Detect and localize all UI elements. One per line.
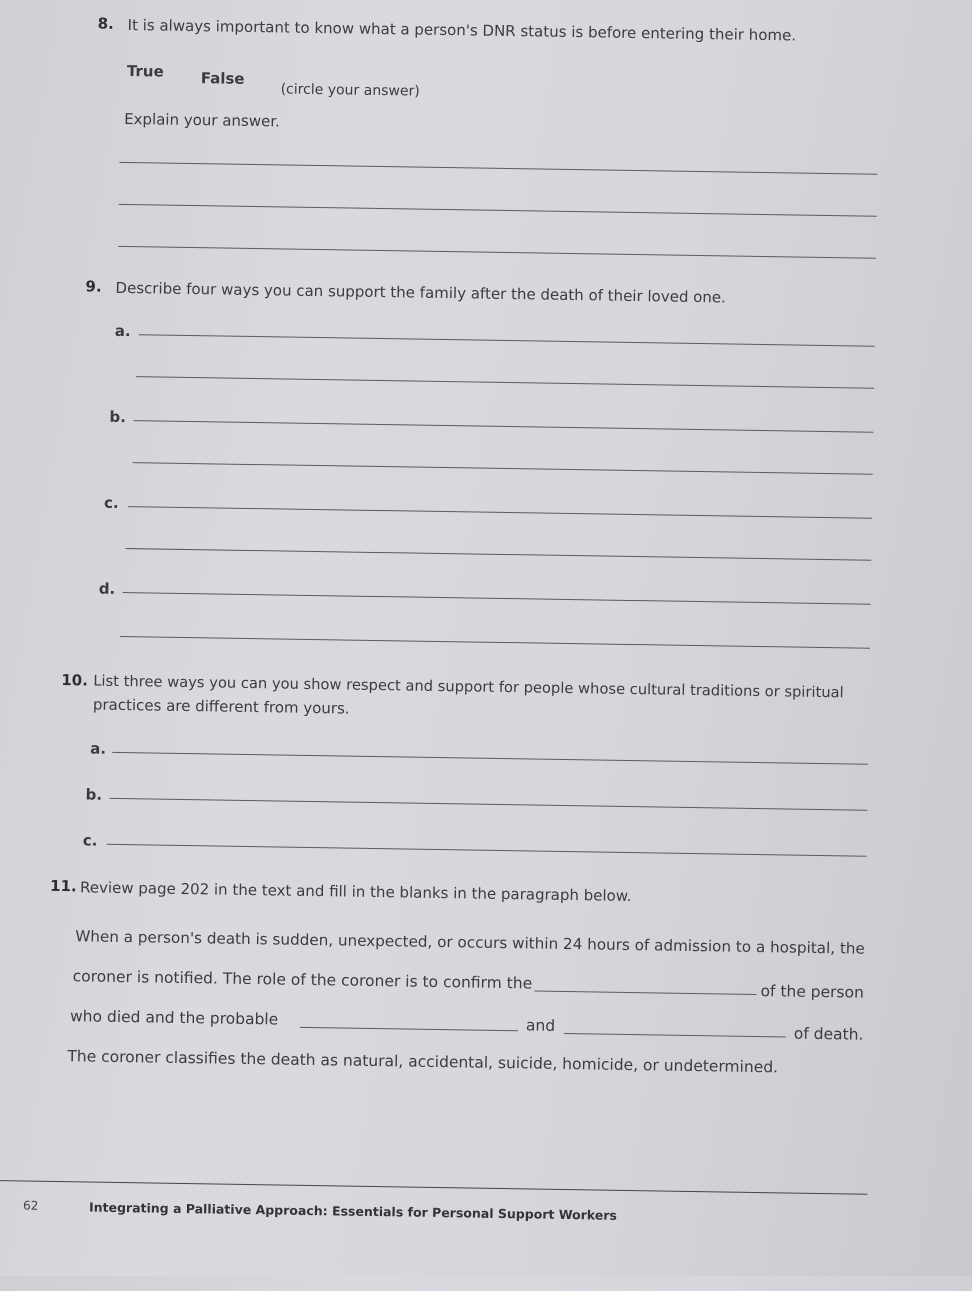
- q9-text: Describe four ways you can support the family after the death of their loved one.: [115, 278, 727, 307]
- q10-text-line-1: List three ways you can you show respect and support for people whose cultural traditions or spiritual: [93, 672, 844, 702]
- q11-number: 11.: [49, 876, 77, 896]
- q10-text-line-2: practices are different from yours.: [92, 695, 350, 718]
- q11-paragraph-line-4: The coroner classifies the death as natural, accidental, suicide, homicide, or undetermined.: [67, 1047, 779, 1077]
- q10-item-c-line[interactable]: [107, 844, 867, 857]
- q9-item-b-line-1[interactable]: [133, 420, 873, 433]
- footer-rule: [0, 1180, 867, 1195]
- q9-item-a-line-2[interactable]: [136, 376, 874, 389]
- q8-text: It is always important to know what a person's DNR status is before entering their home.: [127, 16, 797, 45]
- page-number: 62: [22, 1198, 39, 1213]
- q8-explain-label: Explain your answer.: [124, 109, 281, 131]
- q11-paragraph-line-3b: and: [525, 1016, 556, 1035]
- q8-answer-line-3[interactable]: [118, 246, 876, 259]
- q10-item-b-label: b.: [85, 785, 103, 804]
- q11-paragraph-line-3c: of death.: [793, 1024, 864, 1044]
- q11-paragraph-line-2b: of the person: [760, 982, 865, 1002]
- q9-item-d-line-1[interactable]: [123, 592, 871, 605]
- q9-item-a-label: a.: [114, 321, 131, 341]
- q10-item-b-line[interactable]: [109, 798, 867, 811]
- q8-circle-note: (circle your answer): [280, 81, 420, 100]
- q11-blank-death[interactable]: [564, 1033, 786, 1037]
- q9-item-c-label: c.: [103, 493, 119, 512]
- q11-paragraph-line-1: When a person's death is sudden, unexpected, or occurs within 24 hours of admission to a hospital, the: [75, 927, 865, 958]
- q11-paragraph-line-3a: who died and the probable: [69, 1007, 279, 1029]
- q10-number: 10.: [61, 671, 89, 690]
- q8-option-true[interactable]: True: [126, 62, 164, 81]
- q9-number: 9.: [85, 277, 102, 296]
- q11-text: Review page 202 in the text and fill in the blanks in the paragraph below.: [79, 878, 632, 906]
- q9-item-a-line-1[interactable]: [139, 334, 875, 347]
- q8-answer-line-1[interactable]: [119, 162, 877, 175]
- q8-number: 8.: [97, 14, 114, 33]
- q11-blank-probable[interactable]: [300, 1027, 518, 1031]
- q9-item-b-label: b.: [109, 407, 127, 427]
- q10-item-a-line[interactable]: [112, 752, 868, 765]
- q11-blank-confirm[interactable]: [534, 991, 756, 995]
- q8-answer-line-2[interactable]: [119, 204, 877, 217]
- book-title: Integrating a Palliative Approach: Essentials for Personal Support Workers: [88, 1199, 618, 1223]
- q9-item-c-line-1[interactable]: [128, 506, 872, 519]
- q9-item-d-label: d.: [98, 579, 116, 598]
- q9-item-c-line-2[interactable]: [125, 548, 871, 561]
- q9-item-d-line-2[interactable]: [120, 636, 870, 649]
- q8-option-false[interactable]: False: [200, 69, 245, 88]
- q9-item-b-line-2[interactable]: [133, 462, 873, 475]
- q10-item-c-label: c.: [82, 831, 98, 850]
- q11-paragraph-line-2a: coroner is notified. The role of the coroner is to confirm the: [72, 967, 533, 993]
- q10-item-a-label: a.: [90, 739, 107, 758]
